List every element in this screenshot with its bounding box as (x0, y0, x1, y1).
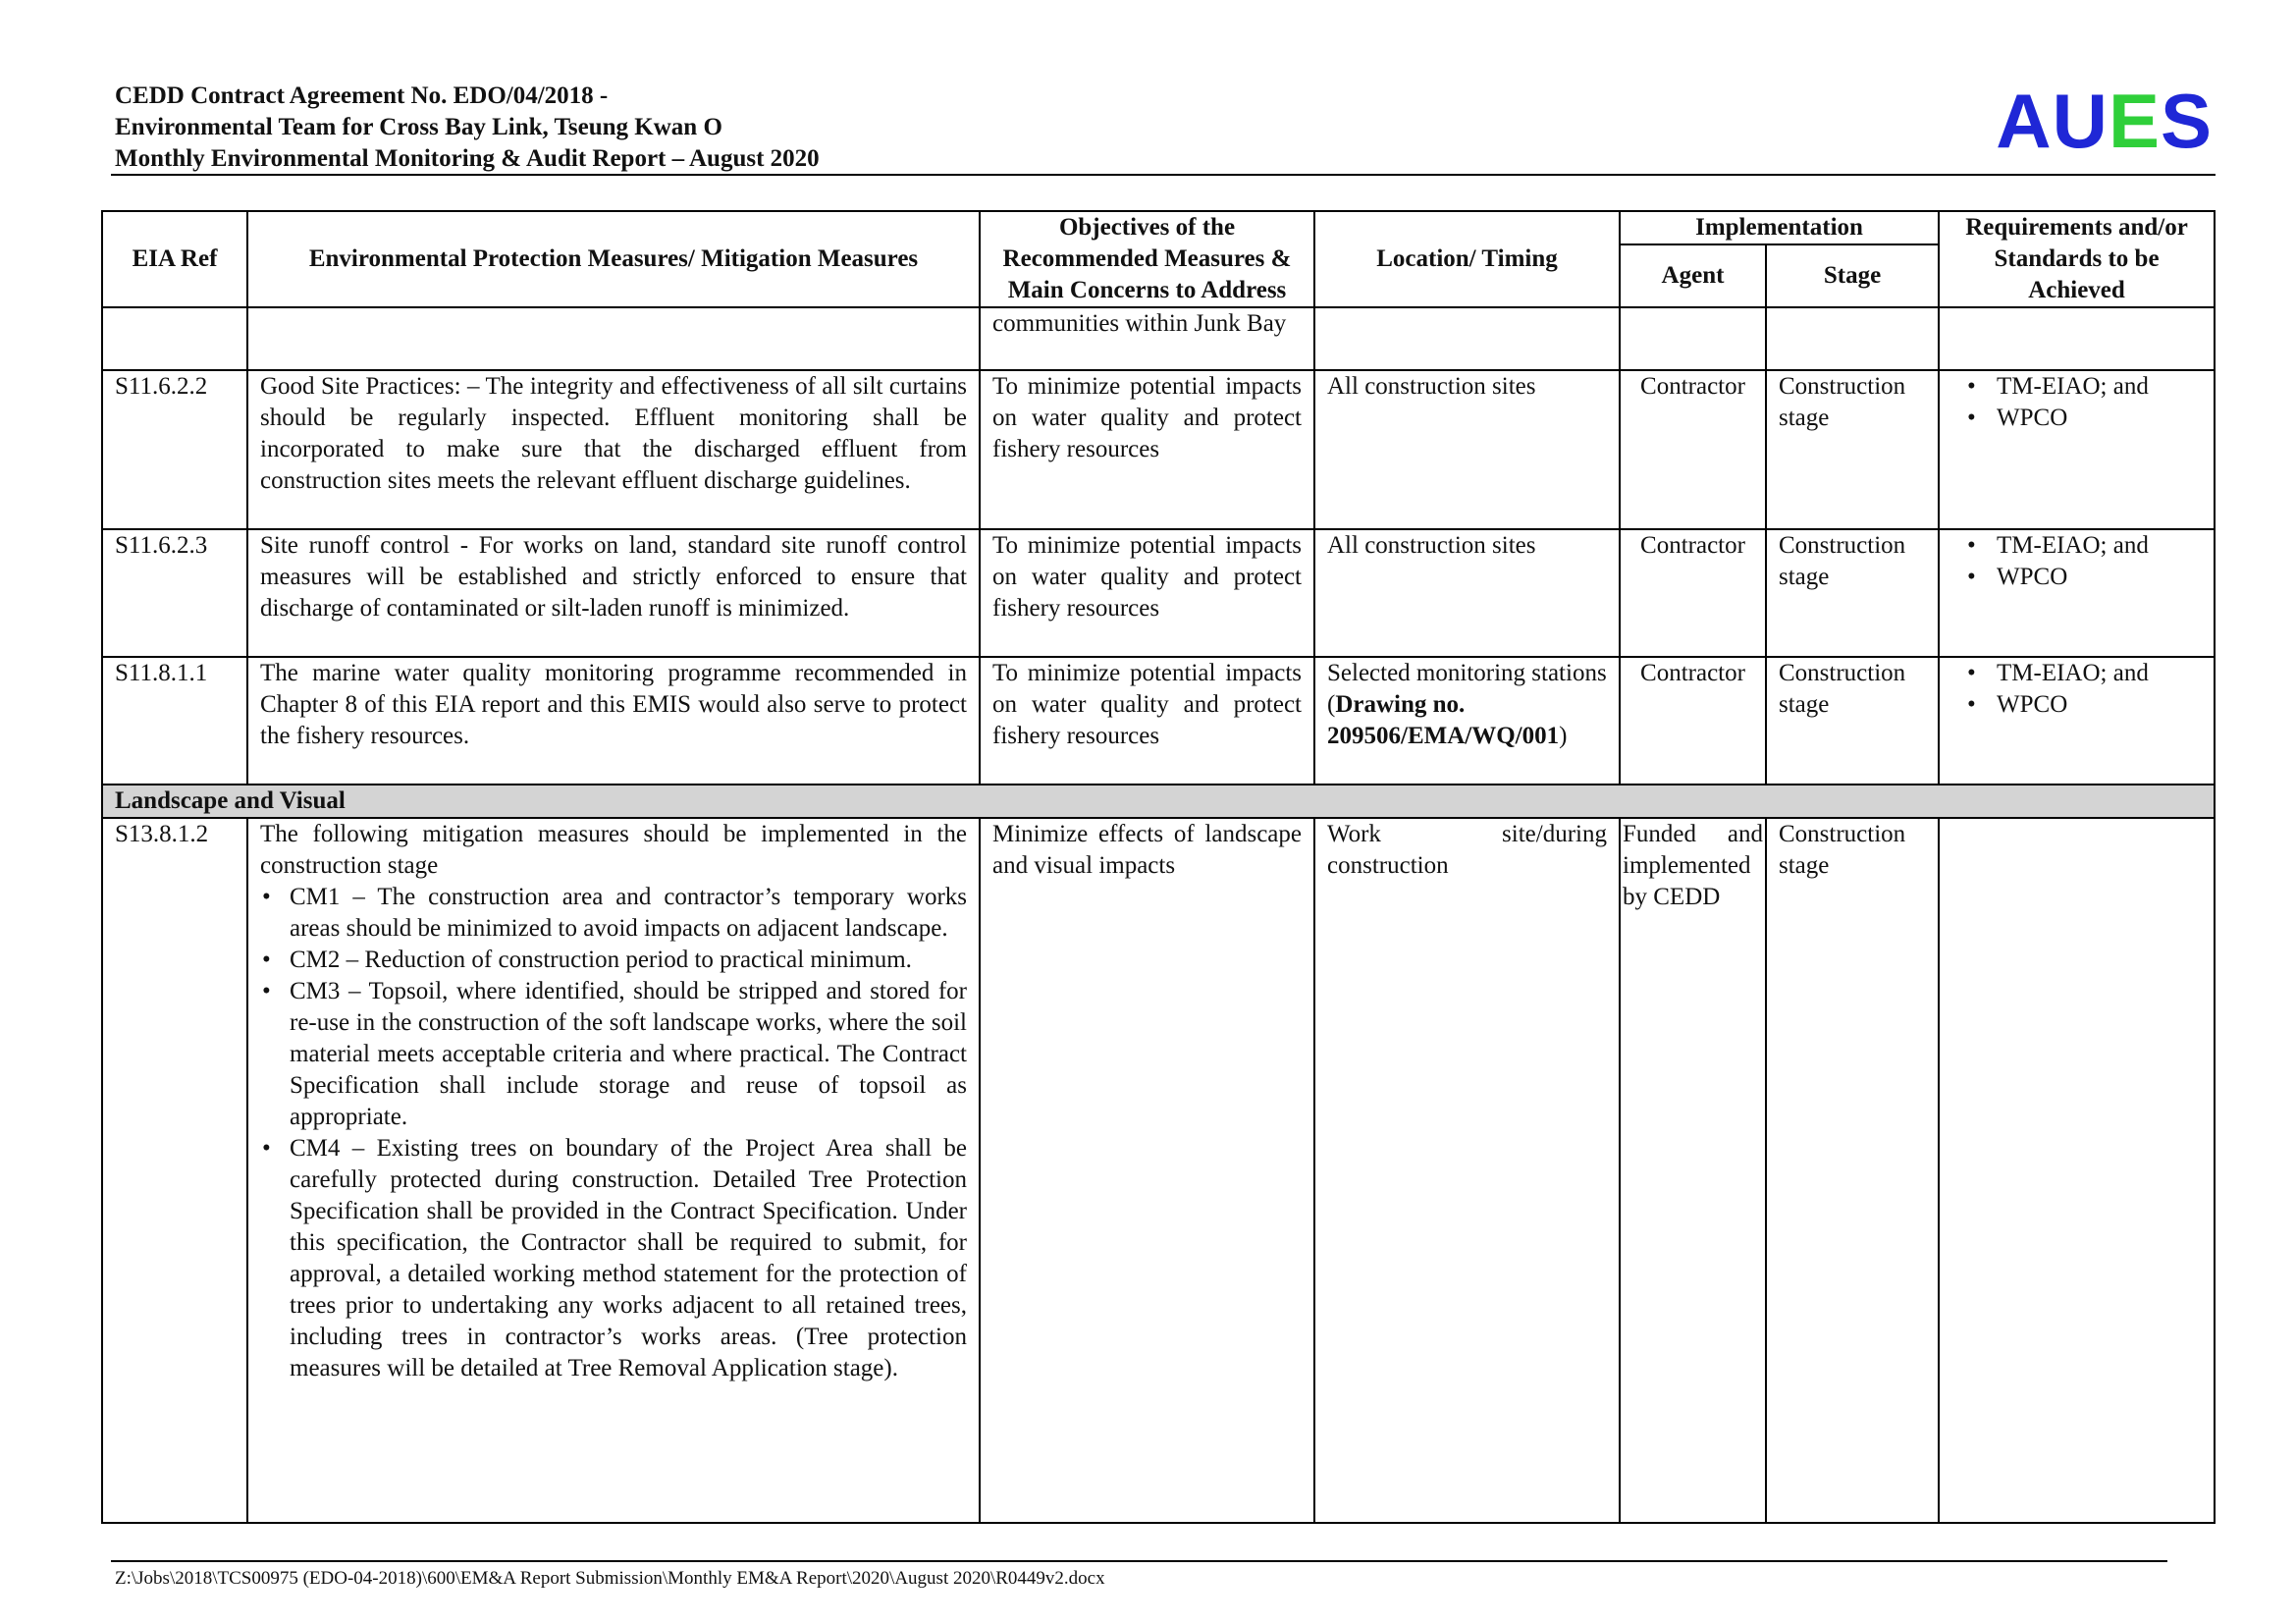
eia-ref-cell: S13.8.1.2 (102, 818, 247, 1523)
measures-cell: The marine water quality monitoring programme recommended in Chapter 8 of this EIA report and this EMIS would also serve to protect the fishery resources. (247, 657, 980, 785)
logo-part-au: AU (1996, 78, 2109, 164)
agent-cell: Contractor (1620, 529, 1766, 657)
header-team-line: Environmental Team for Cross Bay Link, Tseung Kwan O (115, 114, 722, 140)
table-row (102, 529, 2215, 657)
requirements-cell (1939, 657, 2215, 785)
list-item: • CM4 – Existing trees on boundary of the Project Area shall be carefully protected during construction. Detailed Tree Protection Specification shall be provided in the Contract Specification. Under this specification, the Contractor shall be required to submit, for approval, a detailed working method statement for the protection of trees prior to undertaking any works adjacent to all retained trees, including trees in contractor’s works areas. (Tree protection measures will be detailed at Tree Removal Application stage). (260, 1133, 967, 1384)
section-row (102, 785, 2215, 818)
eia-ref-cell: S11.6.2.3 (102, 529, 247, 657)
header-measures: Environmental Protection Measures/ Mitigation Measures (247, 211, 980, 307)
requirement-item: • TM-EIAO; and (1977, 371, 2202, 403)
header-rule (111, 174, 2216, 176)
header-report-line: Monthly Environmental Monitoring & Audit Report – August 2020 (115, 145, 820, 172)
table-row (102, 370, 2215, 529)
location-cell: All construction sites (1314, 529, 1620, 657)
agent-cell: Contractor (1620, 657, 1766, 785)
objectives-cell: To minimize potential impacts on water quality and protect fishery resources (980, 370, 1314, 529)
list-item: • CM3 – Topsoil, where identified, should be stripped and stored for re-use in the construction of the soft landscape works, where the soil material meets acceptable criteria and where practical. The Contract Specification shall include storage and reuse of topsoil as appropriate. (260, 976, 967, 1133)
requirements-cell (1939, 370, 2215, 529)
header-contract-line: CEDD Contract Agreement No. EDO/04/2018 - (115, 82, 609, 109)
construction-measures-list (260, 882, 967, 1384)
logo-part-e: E (2108, 78, 2161, 164)
header-implementation: Implementation (1620, 211, 1939, 244)
header-eia-ref: EIA Ref (102, 211, 247, 307)
measures-cell: Site runoff control - For works on land, standard site runoff control measures will be established and strictly enforced to ensure that discharge of contaminated or silt-laden runoff is minimized. (247, 529, 980, 657)
requirements-cell (1939, 529, 2215, 657)
measures-cell (247, 818, 980, 1523)
eia-ref-cell: S11.6.2.2 (102, 370, 247, 529)
location-cell: Work site/during construction (1314, 818, 1620, 1523)
stage-cell: Construction stage (1766, 818, 1939, 1523)
drawing-reference: Drawing no. 209506/EMA/WQ/001 (1327, 691, 1560, 749)
table-row (102, 657, 2215, 785)
requirements-cell (1939, 818, 2215, 1523)
agent-cell: Funded and implemented by CEDD (1620, 818, 1766, 1523)
header-location-timing: Location/ Timing (1314, 211, 1620, 307)
location-cell: All construction sites (1314, 370, 1620, 529)
stage-cell: Construction stage (1766, 529, 1939, 657)
footer-rule (111, 1560, 2167, 1562)
location-text: Selected monitoring stations ( (1327, 660, 1607, 718)
objectives-cell: Minimize effects of landscape and visual impacts (980, 818, 1314, 1523)
measures-intro: The following mitigation measures should be implemented in the construction stage (260, 821, 967, 879)
measures-cell: Good Site Practices: – The integrity and effectiveness of all silt curtains should be regularly inspected. Effluent monitoring shall be incorporated to make sure that the discharged effluent from construction sites meets the relevant effluent discharge guidelines. (247, 370, 980, 529)
section-title: Landscape and Visual (102, 785, 2215, 818)
requirement-item: • WPCO (1977, 562, 2202, 593)
table-row (102, 818, 2215, 1523)
list-item: • CM1 – The construction area and contractor’s temporary works areas should be minimized to avoid impacts on adjacent landscape. (260, 882, 967, 945)
aues-logo (1996, 78, 2213, 164)
header-stage: Stage (1766, 244, 1939, 307)
logo-part-s: S (2160, 78, 2213, 164)
objectives-cell: communities within Junk Bay (980, 307, 1314, 370)
stage-cell: Construction stage (1766, 657, 1939, 785)
header-agent: Agent (1620, 244, 1766, 307)
location-text-end: ) (1559, 723, 1568, 749)
stage-cell: Construction stage (1766, 370, 1939, 529)
eia-ref-cell: S11.8.1.1 (102, 657, 247, 785)
requirement-item: • TM-EIAO; and (1977, 658, 2202, 689)
file-path-footer: Z:\Jobs\2018\TCS00975 (EDO-04-2018)\600\EM&A Report Submission\Monthly EM&A Report\2020\August 2020\R0449v2.docx (115, 1568, 1105, 1589)
agent-cell: Contractor (1620, 370, 1766, 529)
header-objectives: Objectives of the Recommended Measures & Main Concerns to Address (980, 211, 1314, 307)
requirement-item: • WPCO (1977, 403, 2202, 434)
document-header (115, 81, 2216, 175)
list-item: • CM2 – Reduction of construction period to practical minimum. (260, 945, 967, 976)
requirement-item: • WPCO (1977, 689, 2202, 721)
requirement-item: • TM-EIAO; and (1977, 530, 2202, 562)
header-requirements: Requirements and/or Standards to be Achieved (1939, 211, 2215, 307)
table-row (102, 307, 2215, 370)
objectives-cell: To minimize potential impacts on water quality and protect fishery resources (980, 529, 1314, 657)
objectives-cell: To minimize potential impacts on water quality and protect fishery resources (980, 657, 1314, 785)
mitigation-measures-table (101, 210, 2216, 1524)
location-cell (1314, 657, 1620, 785)
